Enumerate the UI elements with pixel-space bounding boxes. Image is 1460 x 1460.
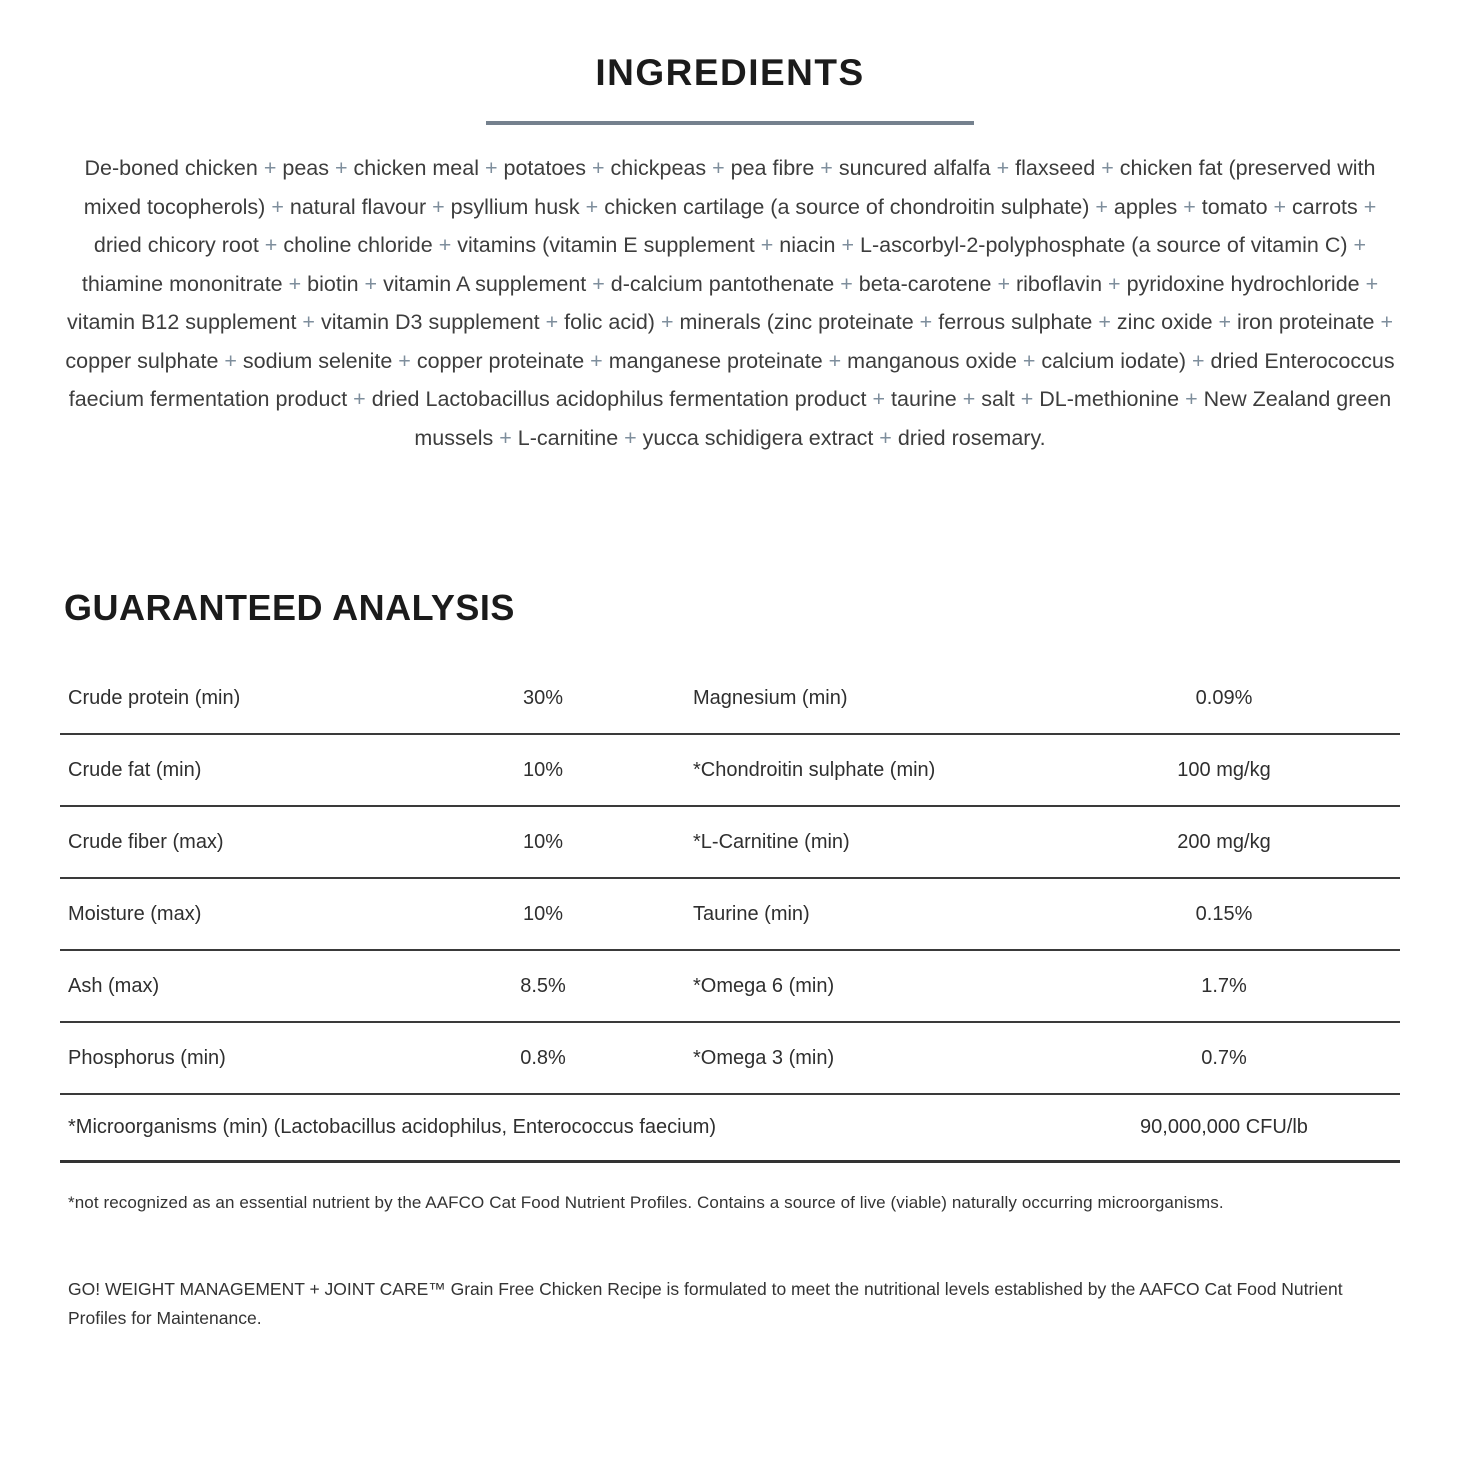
ingredient-item: calcium iodate) (1041, 348, 1187, 373)
analysis-left-label: Crude fat (min) (68, 758, 202, 781)
analysis-row (60, 1023, 1400, 1095)
analysis-left-value: 10% (522, 830, 564, 853)
analysis-right-value: 100 mg/kg (1177, 758, 1271, 781)
ingredient-item: pyridoxine hydrochloride (1126, 271, 1360, 296)
analysis-row (60, 735, 1400, 807)
ingredient-item: salt (981, 387, 1015, 411)
ingredient-item: taurine (891, 387, 957, 411)
plus-separator: + (990, 156, 1016, 180)
ingredient-item: niacin (779, 233, 836, 257)
plus-separator: + (706, 156, 731, 180)
ingredients-text: De-boned chicken + peas + chicken meal + potatoes + chickpeas + pea fibre + suncured alfalfa + flaxseed + chicken fat (preserved with mixed tocopherols) + natural flavour + psyllium husk + chicken cartilage (a source of chondroitin sulphate) + apples + tomato + carrots + dried chicory root + choline chloride + vitamins (vitamin E supplement + niacin + L-ascorbyl-2-polyphosphate (a source of vitamin C) + thiamine mononitrate + biotin + vitamin A supplement + d-calcium pantothenate + beta-carotene + riboflavin + pyridoxine hydrochloride + vitamin B12 supplement + vitamin D3 supplement + folic acid) + minerals (zinc proteinate + ferrous sulphate + zinc oxide + iron proteinate + copper sulphate + sodium selenite + copper proteinate + manganese proteinate + manganous oxide + calcium iodate) + dried Enterococcus faecium fermentation product + dried Lactobacillus acidophilus fermentation product + taurine + salt + DL-methionine + New Zealand green mussels + L-carnitine + yucca schidigera extract + dried rosemary. (65, 156, 1395, 450)
ingredient-item: vitamin B12 supplement (66, 310, 297, 334)
analysis-left-label: Crude fiber (max) (68, 830, 224, 853)
plus-separator: + (296, 310, 321, 334)
plus-separator: + (347, 387, 372, 411)
plus-separator: + (258, 233, 284, 257)
ingredient-item: suncured alfalfa (838, 156, 991, 180)
guaranteed-analysis-title: GUARANTEED ANALYSIS (64, 587, 515, 628)
analysis-row (60, 951, 1400, 1023)
ingredient-item: ferrous sulphate (938, 310, 1093, 334)
plus-separator: + (1092, 310, 1117, 334)
analysis-left-value: 0.8% (520, 1046, 566, 1069)
ingredient-item: choline chloride (283, 233, 433, 257)
ingredient-item: L-carnitine (517, 425, 619, 450)
plus-separator: + (1347, 233, 1367, 257)
ingredient-item: vitamin A supplement (383, 271, 587, 296)
ingredient-item: d-calcium pantothenate (610, 271, 835, 296)
analysis-left-label: Ash (max) (68, 974, 160, 997)
ingredient-item: vitamin D3 supplement (320, 310, 540, 334)
analysis-right-value: 0.15% (1195, 902, 1253, 925)
ingredient-item: chicken fat (preserved with mixed tocopherols) (83, 156, 1376, 219)
plus-separator: + (1357, 194, 1377, 219)
ingredient-item: DL-methionine (1039, 387, 1180, 411)
plus-separator: + (913, 310, 939, 334)
plus-separator: + (1016, 348, 1042, 373)
aafco-statement: GO! WEIGHT MANAGEMENT + JOINT CARE™ Grain Free Chicken Recipe is formulated to meet the nutritional levels established by the AAFCO Cat Food Nutrient Profiles for Maintenance. (68, 1279, 1343, 1328)
ingredient-item: copper proteinate (416, 348, 585, 373)
analysis-left-value: 10% (522, 758, 564, 781)
plus-separator: + (1179, 387, 1204, 411)
ingredient-item: L-ascorbyl-2-polyphosphate (a source of vitamin C) (860, 233, 1348, 257)
title-underline-rule (486, 121, 974, 125)
plus-separator: + (585, 156, 611, 180)
analysis-right-label: *Omega 6 (min) (693, 974, 835, 997)
analysis-right-label: *Chondroitin sulphate (min) (693, 758, 936, 781)
ingredient-item: dried chicory root (93, 233, 259, 257)
plus-separator: + (835, 233, 860, 257)
plus-separator: + (956, 387, 982, 411)
analysis-right-label: Magnesium (min) (693, 686, 848, 709)
analysis-left-label: Moisture (max) (68, 902, 202, 925)
ingredient-item: New Zealand green mussels (414, 387, 1392, 450)
ingredient-item: chicken cartilage (a source of chondroitin sulphate) (604, 194, 1090, 219)
plus-separator: + (654, 310, 680, 334)
ingredient-item: potatoes (503, 156, 586, 180)
ingredient-item: iron proteinate (1237, 310, 1375, 334)
plus-separator: + (1186, 348, 1211, 373)
plus-separator: + (265, 194, 290, 219)
ingredient-item: zinc oxide (1116, 310, 1213, 334)
analysis-left-value: 30% (522, 686, 564, 709)
ingredients-title: INGREDIENTS (595, 52, 865, 93)
ingredient-item: tomato (1201, 194, 1268, 219)
plus-separator: + (328, 156, 354, 180)
plus-separator: + (392, 348, 417, 373)
plus-separator: + (834, 271, 859, 296)
plus-separator: + (1095, 156, 1120, 180)
ingredient-item: apples (1113, 194, 1178, 219)
ingredient-item: carrots (1292, 194, 1358, 219)
ingredient-item: minerals (zinc proteinate (679, 310, 914, 334)
ingredient-item: copper sulphate (65, 348, 219, 373)
analysis-right-value: 0.7% (1201, 1046, 1247, 1069)
ingredient-item: chickpeas (610, 156, 707, 180)
plus-separator: + (866, 387, 892, 411)
plus-separator: + (426, 194, 451, 219)
analysis-right-value: 200 mg/kg (1177, 830, 1271, 853)
plus-separator: + (493, 425, 518, 450)
plus-separator: + (257, 156, 283, 180)
plus-separator: + (754, 233, 780, 257)
ingredient-item: chicken meal (353, 156, 479, 180)
ingredient-item: sodium selenite (242, 348, 393, 373)
analysis-right-label: Taurine (min) (693, 902, 810, 925)
plus-separator: + (1374, 310, 1394, 334)
ingredient-item: psyllium husk (450, 194, 580, 219)
microorganisms-value: 90,000,000 CFU/lb (1140, 1116, 1308, 1138)
analysis-left-label: Phosphorus (min) (68, 1046, 226, 1069)
microorganisms-label: *Microorganisms (min) (Lactobacillus acidophilus, Enterococcus faecium) (68, 1116, 717, 1138)
plus-separator: + (1359, 271, 1379, 296)
ingredient-item: De-boned chicken (84, 156, 258, 180)
plus-separator: + (618, 425, 643, 450)
analysis-right-value: 0.09% (1195, 686, 1253, 709)
ingredient-item: folic acid) (564, 310, 655, 334)
ingredient-item: pea fibre (730, 156, 815, 180)
ingredient-item: manganous oxide (847, 348, 1017, 373)
analysis-table (60, 663, 1400, 1163)
ingredient-item: manganese proteinate (608, 348, 823, 373)
ingredient-item: thiamine mononitrate (81, 271, 283, 296)
plus-separator: + (358, 271, 384, 296)
ingredient-item: vitamins (vitamin E supplement (457, 233, 755, 257)
ingredient-item: dried Enterococcus faecium fermentation product (68, 348, 1395, 411)
plus-separator: + (1177, 194, 1202, 219)
plus-separator: + (539, 310, 565, 334)
plus-separator: + (1212, 310, 1238, 334)
ingredient-item: yucca schidigera extract (642, 425, 874, 450)
plus-separator: + (1267, 194, 1293, 219)
ingredient-item: biotin (307, 271, 359, 296)
plus-separator: + (1102, 271, 1127, 296)
plus-separator: + (822, 348, 848, 373)
plus-separator: + (991, 271, 1016, 296)
analysis-row-microorganisms (60, 1095, 1400, 1163)
analysis-left-value: 10% (522, 902, 564, 925)
analysis-right-value: 1.7% (1201, 974, 1247, 997)
ingredient-item: flaxseed (1015, 156, 1096, 180)
plus-separator: + (586, 271, 611, 296)
plus-separator: + (814, 156, 839, 180)
plus-separator: + (579, 194, 605, 219)
plus-separator: + (432, 233, 458, 257)
analysis-row (60, 879, 1400, 951)
analysis-right-label: *L-Carnitine (min) (693, 830, 850, 853)
analysis-row (60, 663, 1400, 735)
analysis-left-value: 8.5% (520, 974, 566, 997)
analysis-right-label: *Omega 3 (min) (693, 1046, 835, 1069)
ingredient-item: riboflavin (1016, 271, 1103, 296)
analysis-row (60, 807, 1400, 879)
aafco-footnote: *not recognized as an essential nutrient by the AAFCO Cat Food Nutrient Profiles. Contains a source of live (viable) naturally occurring microorganisms. (68, 1193, 1224, 1212)
ingredient-item: beta-carotene (858, 271, 992, 296)
ingredient-item: dried Lactobacillus acidophilus fermentation product (371, 387, 867, 411)
analysis-left-label: Crude protein (min) (68, 686, 241, 709)
plus-separator: + (282, 271, 308, 296)
ingredient-item: peas (282, 156, 329, 180)
plus-separator: + (478, 156, 504, 180)
plus-separator: + (218, 348, 243, 373)
plus-separator: + (1089, 194, 1114, 219)
plus-separator: + (584, 348, 609, 373)
ingredient-item: natural flavour (289, 194, 427, 219)
plus-separator: + (1014, 387, 1040, 411)
plus-separator: + (873, 425, 898, 450)
ingredient-item: dried rosemary (897, 425, 1040, 450)
